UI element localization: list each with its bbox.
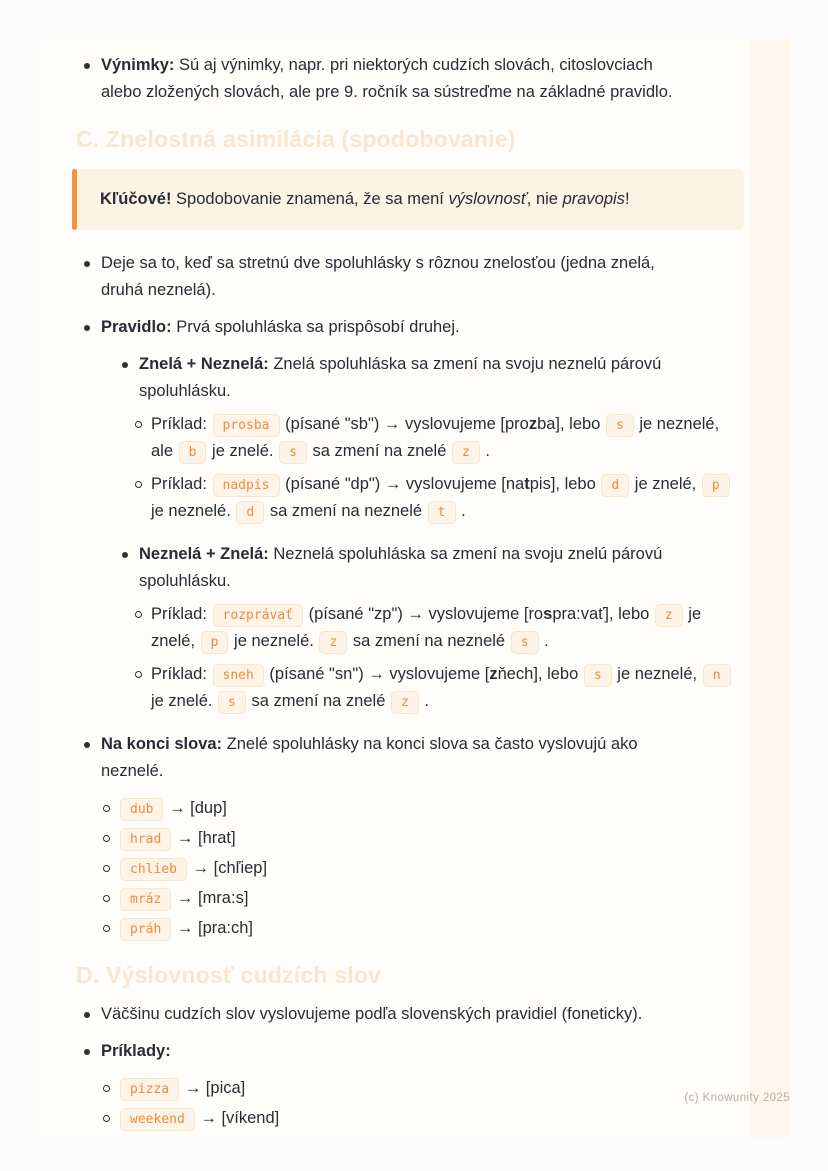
- text-run: Príklad:: [151, 475, 212, 493]
- bold-text: s: [543, 605, 553, 623]
- text-run: Znelá spoluhláska sa zmení na svoju neznelú párovú spoluhlásku.: [139, 355, 662, 400]
- bullet-circle-marker: [102, 915, 119, 942]
- code-tag: n: [703, 664, 731, 687]
- text-run: → [pica]: [180, 1079, 246, 1097]
- bold-text: Na konci slova:: [101, 735, 223, 753]
- bold-text: Pravidlo:: [101, 318, 172, 336]
- list-item-text: [119, 795, 227, 822]
- bold-text: z: [489, 665, 498, 683]
- code-tag: pizza: [120, 1078, 179, 1101]
- section-heading: C. Znelostná asimilácia (spodobovanie): [76, 126, 516, 152]
- italic-text: výslovnosť: [448, 190, 527, 208]
- text-run: Príklad:: [151, 415, 212, 433]
- bold-text: t: [524, 475, 530, 493]
- text-run: .: [456, 502, 466, 520]
- code-tag: d: [601, 474, 629, 497]
- text-run: sa zmení na neznelé: [265, 502, 427, 520]
- list-item: [40, 411, 750, 465]
- bullet-circle-marker: [102, 1105, 119, 1132]
- code-tag: mráz: [120, 888, 171, 911]
- code-tag: z: [319, 631, 347, 654]
- code-tag: s: [279, 441, 307, 464]
- list-item: [40, 825, 750, 852]
- text-run: → [chľiep]: [187, 859, 268, 877]
- bullet-disc-marker: [84, 250, 101, 304]
- list-item: [40, 1105, 750, 1132]
- list-item: [40, 1001, 750, 1028]
- code-tag: s: [584, 664, 612, 687]
- text-run: → [dup]: [164, 799, 227, 817]
- code-tag: z: [655, 604, 683, 627]
- text-run: (písané "zp") → vyslovujeme [ro: [303, 605, 544, 623]
- bullet-circle-marker: [134, 661, 151, 715]
- code-tag: hrad: [120, 828, 171, 851]
- bullet-disc-marker: [122, 541, 139, 595]
- list-item: [40, 471, 750, 525]
- bullet-circle-marker: [102, 825, 119, 852]
- bold-text: Neznelá + Znelá:: [139, 545, 269, 563]
- list-item-text: [101, 314, 460, 341]
- list-item-text: [119, 855, 267, 882]
- bullet-disc-marker: [84, 314, 101, 341]
- text-run: .: [419, 692, 429, 710]
- list-item: [40, 661, 750, 715]
- list-item: [40, 855, 750, 882]
- text-run: (písané "sb") → vyslovujeme [pro: [280, 415, 529, 433]
- list-item: [40, 795, 750, 822]
- code-tag: chlieb: [120, 858, 187, 881]
- text-run: je neznelé.: [229, 632, 319, 650]
- text-run: pis], lebo: [529, 475, 601, 493]
- text-run: .: [480, 442, 490, 460]
- text-run: Znelé spoluhlásky na konci slova sa často vyslovujú ako neznelé.: [101, 735, 638, 780]
- code-tag: p: [702, 474, 730, 497]
- page-edge-strip: [748, 40, 790, 1137]
- list-item: [40, 1038, 750, 1065]
- code-tag: dub: [120, 798, 163, 821]
- list-item-text: [101, 1038, 171, 1065]
- list-item-text: [101, 731, 686, 785]
- text-run: !: [624, 190, 630, 208]
- code-tag: s: [218, 691, 246, 714]
- text-run: Príklad:: [151, 605, 212, 623]
- text-run: → [víkend]: [195, 1109, 280, 1127]
- text-run: je znelé,: [630, 475, 701, 493]
- bullet-circle-marker: [102, 1075, 119, 1102]
- text-run: Väčšinu cudzích slov vyslovujeme podľa slovenských pravidiel (foneticky).: [101, 1005, 643, 1023]
- copyright-watermark: (c) Knowunity 2025: [684, 1092, 790, 1104]
- code-tag: z: [452, 441, 480, 464]
- text-run: → [mra:s]: [172, 889, 249, 907]
- bullet-disc-marker: [84, 1038, 101, 1065]
- bullet-circle-marker: [102, 885, 119, 912]
- text-run: pra:vať], lebo: [552, 605, 654, 623]
- text-run: je znelé.: [151, 692, 218, 710]
- code-tag: s: [511, 631, 539, 654]
- code-tag: s: [606, 414, 634, 437]
- list-item-text: [119, 885, 248, 912]
- bullet-disc-marker: [122, 351, 139, 405]
- text-run: → [hrat]: [172, 829, 236, 847]
- list-item-text: [151, 661, 736, 715]
- bullet-disc-marker: [84, 731, 101, 785]
- code-tag: sneh: [213, 664, 264, 687]
- text-run: ba], lebo: [537, 415, 605, 433]
- list-item-text: [119, 1075, 245, 1102]
- bold-text: z: [528, 415, 538, 433]
- list-item: [40, 885, 750, 912]
- bullet-circle-marker: [134, 411, 151, 465]
- list-item: [40, 351, 750, 405]
- list-item-text: [101, 250, 686, 304]
- list-item-text: [139, 541, 724, 595]
- code-tag: prosba: [213, 414, 280, 437]
- bullet-disc-marker: [84, 1001, 101, 1028]
- bullet-circle-marker: [102, 795, 119, 822]
- document-page: [40, 40, 750, 1137]
- list-item: [40, 541, 750, 595]
- text-run: (písané "dp") → vyslovujeme [na: [280, 475, 525, 493]
- callout-accent-bar: [72, 169, 77, 230]
- code-tag: nadpis: [213, 474, 280, 497]
- list-item: [40, 601, 750, 655]
- list-item-text: [119, 915, 253, 942]
- list-item: [40, 731, 750, 785]
- text-run: Sú aj výnimky, napr. pri niektorých cudzích slovách, citoslovciach alebo zložených slovách, ale pre 9. ročník sa sústreďme na základné pravidlo.: [101, 56, 673, 101]
- bold-text: Kľúčové!: [100, 190, 172, 208]
- list-item: [40, 1075, 750, 1102]
- code-tag: rozprávať: [213, 604, 303, 627]
- list-item: [40, 314, 750, 341]
- text-run: (písané "sn") → vyslovujeme [: [264, 665, 490, 683]
- code-tag: b: [179, 441, 207, 464]
- text-run: je znelé,: [151, 605, 702, 650]
- list-item-text: [101, 52, 686, 106]
- bullet-circle-marker: [134, 601, 151, 655]
- text-run: sa zmení na neznelé: [348, 632, 510, 650]
- document-content: [40, 40, 750, 1132]
- bullet-disc-marker: [84, 52, 101, 106]
- text-run: Neznelá spoluhláska sa zmení na svoju znelú párovú spoluhlásku.: [139, 545, 663, 590]
- italic-text: pravopis: [562, 190, 625, 208]
- code-tag: p: [201, 631, 229, 654]
- code-tag: weekend: [120, 1108, 195, 1131]
- text-run: sa zmení na znelé: [246, 692, 390, 710]
- list-item: [40, 915, 750, 942]
- list-item-text: [151, 601, 736, 655]
- code-tag: z: [391, 691, 419, 714]
- text-run: Prvá spoluhláska sa prispôsobí druhej.: [171, 318, 460, 336]
- text-run: Príklad:: [151, 665, 212, 683]
- text-run: .: [539, 632, 549, 650]
- text-run: sa zmení na znelé: [307, 442, 451, 460]
- code-tag: d: [236, 501, 264, 524]
- list-item-text: [139, 351, 724, 405]
- list-item-text: [101, 1001, 642, 1028]
- bullet-circle-marker: [102, 855, 119, 882]
- text-run: ňech], lebo: [497, 665, 583, 683]
- text-run: → [pra:ch]: [172, 919, 254, 937]
- list-item-text: [151, 471, 736, 525]
- list-item-text: [151, 411, 736, 465]
- code-tag: t: [428, 501, 456, 524]
- text-run: , nie: [526, 190, 563, 208]
- list-item-text: [119, 1105, 279, 1132]
- bold-text: Výnimky:: [101, 56, 175, 74]
- list-item-text: [119, 825, 236, 852]
- text-run: je znelé.: [207, 442, 279, 460]
- code-tag: práh: [120, 918, 171, 941]
- section-heading: D. Výslovnosť cudzích slov: [76, 962, 382, 988]
- callout-text: [100, 186, 718, 213]
- bold-text: Príklady:: [101, 1042, 171, 1060]
- text-run: Spodobovanie znamená, že sa mení: [171, 190, 449, 208]
- bullet-circle-marker: [134, 471, 151, 525]
- text-run: Deje sa to, keď sa stretnú dve spoluhlásky s rôznou znelosťou (jedna znelá, druhá neznelá).: [101, 254, 655, 299]
- list-item: [40, 52, 750, 106]
- callout-box: [72, 169, 744, 230]
- list-item: [40, 250, 750, 304]
- text-run: je neznelé,: [612, 665, 702, 683]
- bold-text: Znelá + Neznelá:: [139, 355, 269, 373]
- text-run: je neznelé.: [151, 502, 236, 520]
- text-run: je neznelé, ale: [151, 415, 720, 460]
